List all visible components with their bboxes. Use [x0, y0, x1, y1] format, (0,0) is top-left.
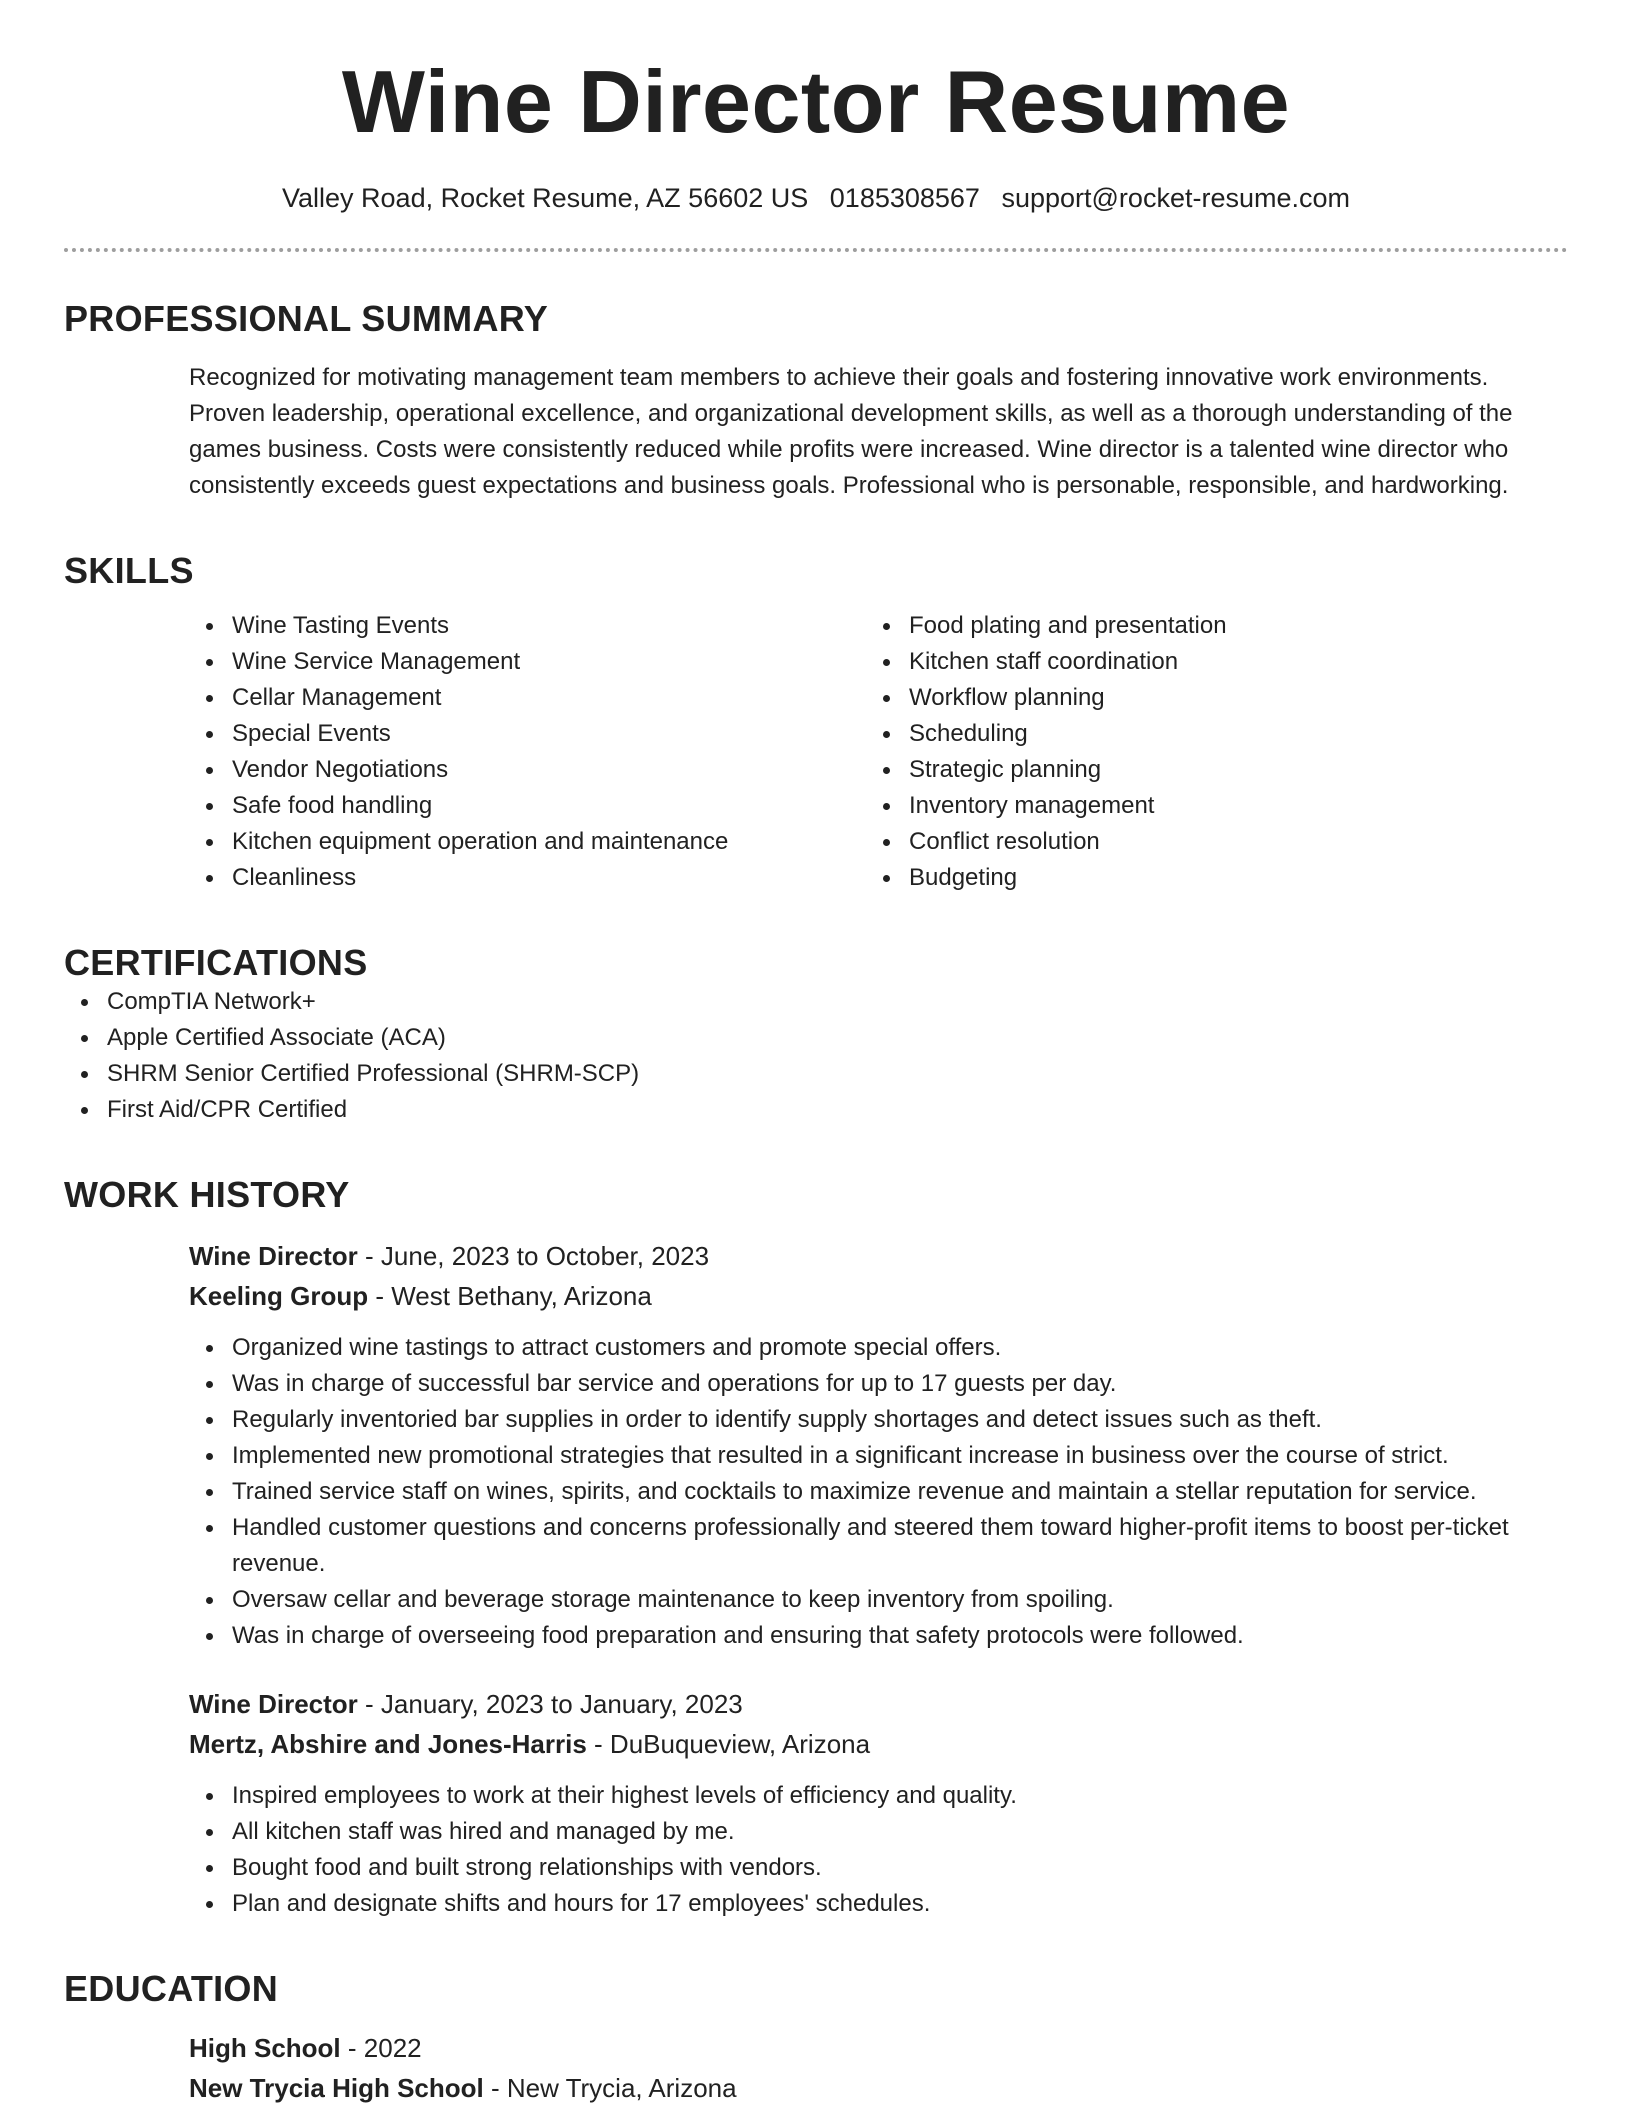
- contact-email: support@rocket-resume.com: [1001, 182, 1350, 213]
- contact-phone: 0185308567: [829, 182, 980, 213]
- job-duty: Was in charge of overseeing food preparation and ensuring that safety protocols were followed.: [189, 1618, 1568, 1654]
- education-school-line: [189, 2068, 1568, 2108]
- header-divider: [64, 248, 1568, 252]
- job-dates: - June, 2023 to October, 2023: [357, 1240, 710, 1271]
- job-title-line: [189, 1684, 1568, 1724]
- job-company-line: [189, 1724, 1568, 1764]
- skill-item: Wine Service Management: [189, 644, 866, 680]
- skill-item: Cleanliness: [189, 860, 866, 896]
- job-duty: Bought food and built strong relationships with vendors.: [189, 1850, 1568, 1886]
- summary-heading: PROFESSIONAL SUMMARY: [64, 297, 549, 339]
- skill-item: Conflict resolution: [866, 824, 1543, 860]
- job-title-line: [189, 1236, 1568, 1276]
- education-entry: [189, 2028, 1568, 2108]
- job-duties-list: [189, 1330, 1568, 1654]
- job-company: Mertz, Abshire and Jones-Harris: [189, 1728, 587, 1759]
- job-duty: Plan and designate shifts and hours for 17 employees' schedules.: [189, 1886, 1568, 1922]
- work-history-section: [64, 1174, 1568, 1922]
- job-entry: [189, 1236, 1568, 1654]
- skill-item: Strategic planning: [866, 752, 1543, 788]
- job-role: Wine Director: [189, 1688, 358, 1719]
- skill-item: Food plating and presentation: [866, 608, 1543, 644]
- skill-item: Kitchen equipment operation and maintenance: [189, 824, 866, 860]
- skill-item: Safe food handling: [189, 788, 866, 824]
- education-heading: EDUCATION: [64, 1967, 279, 2009]
- job-duties-list: [189, 1778, 1568, 1922]
- skills-list: [189, 608, 1568, 896]
- summary-section: [64, 298, 1568, 504]
- skill-item: Wine Tasting Events: [189, 608, 866, 644]
- job-duty: Handled customer questions and concerns professionally and steered them toward higher-profit items to boost per-ticket revenue.: [189, 1510, 1568, 1582]
- skill-item: Workflow planning: [866, 680, 1543, 716]
- job-duty: Regularly inventoried bar supplies in order to identify supply shortages and detect issues such as theft.: [189, 1402, 1568, 1438]
- skill-item: Budgeting: [866, 860, 1543, 896]
- education-degree: High School: [189, 2032, 341, 2063]
- certifications-section: [64, 942, 1568, 1128]
- certification-item: First Aid/CPR Certified: [64, 1092, 1568, 1128]
- skill-item: Inventory management: [866, 788, 1543, 824]
- skill-item: Vendor Negotiations: [189, 752, 866, 788]
- job-dates: - January, 2023 to January, 2023: [357, 1688, 743, 1719]
- work-history-heading: WORK HISTORY: [64, 1173, 350, 1215]
- education-location: - New Trycia, Arizona: [483, 2072, 737, 2103]
- skills-section: [64, 550, 1568, 896]
- summary-text: Recognized for motivating management team members to achieve their goals and fostering innovative work environments. Proven leadership, operational excellence, and organizational development skills, as well as a thorough understanding of the games business. Costs were consistently reduced while profits were increased. Wine director is a talented wine director who consistently exceeds guest expectations and business goals. Professional who is personable, responsible, and hardworking.: [189, 363, 1513, 499]
- job-duty: Implemented new promotional strategies that resulted in a significant increase in business over the course of strict.: [189, 1438, 1568, 1474]
- skill-item: Scheduling: [866, 716, 1543, 752]
- job-duty: Trained service staff on wines, spirits, and cocktails to maximize revenue and maintain a stellar reputation for service.: [189, 1474, 1568, 1510]
- skill-item: Cellar Management: [189, 680, 866, 716]
- education-degree-line: [189, 2028, 1568, 2068]
- job-role: Wine Director: [189, 1240, 358, 1271]
- certifications-list: [64, 984, 1568, 1128]
- job-duty: All kitchen staff was hired and managed by me.: [189, 1814, 1568, 1850]
- skill-item: Special Events: [189, 716, 866, 752]
- skills-column-left: [189, 608, 866, 896]
- education-school: New Trycia High School: [189, 2072, 484, 2103]
- job-entry: [189, 1684, 1568, 1922]
- job-location: - West Bethany, Arizona: [368, 1280, 652, 1311]
- certification-item: CompTIA Network+: [64, 984, 1568, 1020]
- job-duty: Was in charge of successful bar service and operations for up to 17 guests per day.: [189, 1366, 1568, 1402]
- certification-item: Apple Certified Associate (ACA): [64, 1020, 1568, 1056]
- job-duty: Inspired employees to work at their highest levels of efficiency and quality.: [189, 1778, 1568, 1814]
- contact-address: Valley Road, Rocket Resume, AZ 56602 US: [282, 182, 809, 213]
- certification-item: SHRM Senior Certified Professional (SHRM-SCP): [64, 1056, 1568, 1092]
- job-duty: Organized wine tastings to attract customers and promote special offers.: [189, 1330, 1568, 1366]
- job-location: - DuBuqueview, Arizona: [586, 1728, 871, 1759]
- education-year: - 2022: [340, 2032, 422, 2063]
- resume-title: Wine Director Resume: [341, 52, 1291, 151]
- certifications-heading: CERTIFICATIONS: [64, 941, 368, 983]
- job-company-line: [189, 1276, 1568, 1316]
- contact-line: [64, 183, 1568, 214]
- education-section: [64, 1968, 1568, 2108]
- skills-heading: SKILLS: [64, 549, 194, 591]
- skill-item: Kitchen staff coordination: [866, 644, 1543, 680]
- skills-column-right: [866, 608, 1543, 896]
- job-duty: Oversaw cellar and beverage storage maintenance to keep inventory from spoiling.: [189, 1582, 1568, 1618]
- resume-header: [64, 0, 1568, 214]
- job-company: Keeling Group: [189, 1280, 369, 1311]
